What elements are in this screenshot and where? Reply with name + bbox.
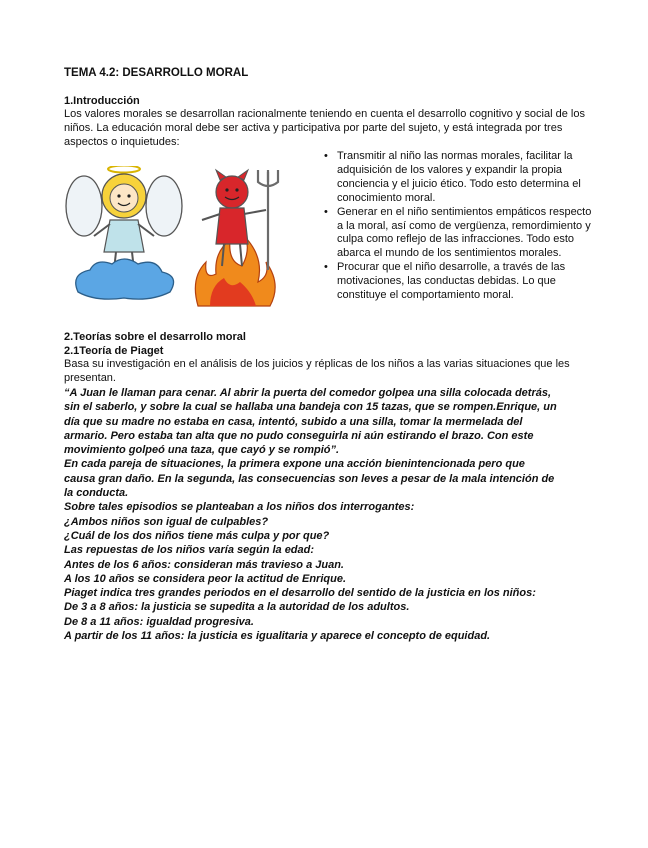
text-line: Antes de los 6 años: consideran más travieso a Juan.: [64, 558, 344, 571]
text-line: movimiento golpeó una taza, que cayó y se rompió”.: [64, 444, 340, 457]
bullet-list: [322, 150, 592, 303]
bullet-item: [322, 206, 592, 262]
text-line: ¿Cuál de los dos niños tiene más culpa y por que?: [64, 529, 330, 542]
bullet-text: Procurar que el niño desarrolle, a través de las motivaciones, las conductas debidas. Lo que constituye el comportamiento moral.: [337, 261, 566, 302]
bullet-text: Generar en el niño sentimientos empáticos respecto a la moral, así como de vergüenza, remordimiento y culpa como reflejo de las infracciones. Todo esto abarca el mundo de los sentimientos morales.: [337, 205, 592, 260]
angel-figure: [66, 166, 182, 299]
subsection-heading-piaget: 2.1Teoría de Piaget: [64, 345, 164, 357]
text-line: día que su madre no estaba en casa, intentó, subido a una silla, tomar la mermelada del: [64, 415, 523, 428]
text-line: la conducta.: [64, 487, 129, 500]
text-line: A los 10 años se considera peor la actitud de Enrique.: [64, 572, 347, 585]
text-line: De 3 a 8 años: la justicia se supedita a la autoridad de los adultos.: [64, 601, 410, 614]
text-line: ¿Ambos niños son igual de culpables?: [64, 515, 269, 528]
document-title: TEMA 4.2: DESARROLLO MORAL: [64, 67, 249, 79]
text-line: De 8 a 11 años: igualdad progresiva.: [64, 615, 254, 628]
text-line: Piaget indica tres grandes periodos en el desarrollo del sentido de la justicia en los niños:: [64, 587, 536, 600]
piaget-story-block: [64, 386, 586, 643]
bullet-glyph: •: [324, 150, 328, 162]
text-line: Sobre tales episodios se planteaban a los niños dos interrogantes:: [64, 501, 415, 514]
text-line: “A Juan le llaman para cenar. Al abrir la puerta del comedor golpea una silla colocada detrás,: [64, 387, 552, 399]
bullet-item: [322, 150, 592, 206]
text-line: En cada pareja de situaciones, la primera expone una acción bienintencionada pero que: [64, 458, 525, 471]
text-line: A partir de los 11 años: la justicia es igualitaria y aparece el concepto de equidad.: [64, 630, 491, 643]
devil-figure: [195, 170, 278, 306]
bullet-text: Transmitir al niño las normas morales, facilitar la adquisición de los valores y expandir la propia conciencia y el juicio ético. Todo esto determina el conocimiento moral.: [337, 150, 581, 204]
text-line: sin el saberlo, y sobre la cual se hallaba una bandeja con 15 tazas, que se rompen.Enrique, un: [64, 401, 557, 414]
section-heading-teorias: 2.Teorías sobre el desarrollo moral: [64, 331, 246, 343]
intro-paragraph: Los valores morales se desarrollan racionalmente teniendo en cuenta el desarrollo cognitivo y social de los niños. La educación moral debe ser activa y participativa por parte del sujeto, y está integrada por tres aspectos o inquietudes:: [64, 108, 585, 148]
bullet-glyph: •: [324, 205, 328, 218]
text-line: Las repuestas de los niños varía según la edad:: [64, 544, 315, 557]
piaget-paragraph: Basa su investigación en el análisis de los juicios y réplicas de los niños a las varias situaciones que les presentan.: [64, 358, 570, 384]
text-line: armario. Pero estaba tan alta que no pudo conseguirla ni aún estirando el brazo. Con este: [64, 429, 534, 442]
angel-devil-illustration: [60, 166, 316, 308]
bullet-item: [322, 261, 592, 303]
bullet-glyph: •: [324, 261, 328, 274]
text-line: causa gran daño. En la segunda, las consecuencias son leves a pesar de la mala intención de: [64, 472, 555, 485]
section-heading-introduccion: 1.Introducción: [64, 95, 140, 107]
